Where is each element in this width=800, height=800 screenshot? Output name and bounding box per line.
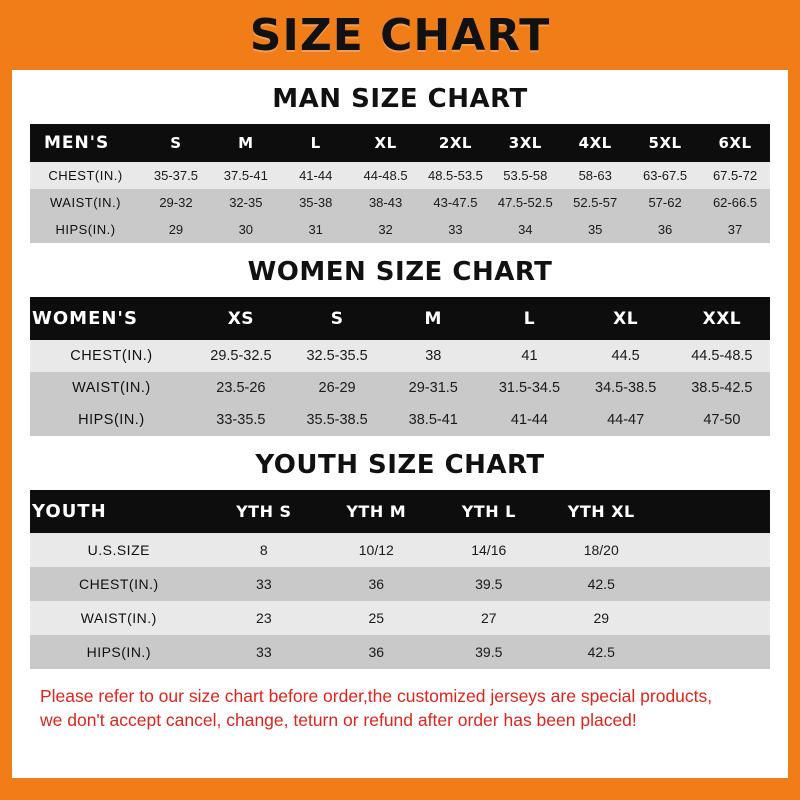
men-col-m: M — [211, 124, 281, 162]
order-notice — [40, 685, 760, 732]
women-row-header-label: WOMEN'S — [30, 297, 193, 340]
men-waist-xl: 38-43 — [351, 189, 421, 216]
men-hips-5xl: 36 — [630, 216, 700, 243]
women-hips-s: 35.5-38.5 — [289, 404, 385, 436]
youth-chest-l: 39.5 — [433, 567, 545, 601]
youth-col-s: YTH S — [208, 490, 320, 533]
youth-waist-m: 25 — [320, 601, 432, 635]
women-size-table — [30, 297, 770, 436]
youth-col-blank — [657, 490, 770, 533]
youth-chest-s: 33 — [208, 567, 320, 601]
men-chest-xl: 44-48.5 — [351, 162, 421, 189]
women-col-l: L — [481, 297, 577, 340]
women-hips-m: 38.5-41 — [385, 404, 481, 436]
men-chest-m: 37.5-41 — [211, 162, 281, 189]
men-col-4xl: 4XL — [560, 124, 630, 162]
youth-size-table — [30, 490, 770, 669]
men-waist-3xl: 47.5-52.5 — [490, 189, 560, 216]
section-title-women: WOMEN SIZE CHART — [247, 257, 553, 287]
men-waist-5xl: 57-62 — [630, 189, 700, 216]
men-hips-m: 30 — [211, 216, 281, 243]
women-chest-label: CHEST(IN.) — [30, 340, 193, 372]
men-row-header-label: MEN'S — [30, 124, 141, 162]
men-chest-6xl: 67.5-72 — [700, 162, 770, 189]
page-title: SIZE CHART — [249, 9, 551, 61]
youth-ussize-blank — [657, 533, 770, 567]
women-waist-xs: 23.5-26 — [193, 372, 289, 404]
men-waist-m: 32-35 — [211, 189, 281, 216]
table-row — [30, 340, 770, 372]
table-header-row — [30, 124, 770, 162]
women-waist-s: 26-29 — [289, 372, 385, 404]
men-hips-6xl: 37 — [700, 216, 770, 243]
men-chest-label: CHEST(IN.) — [30, 162, 141, 189]
men-hips-label: HIPS(IN.) — [30, 216, 141, 243]
section-title-man: MAN SIZE CHART — [272, 84, 528, 114]
youth-col-xl: YTH XL — [545, 490, 657, 533]
women-hips-label: HIPS(IN.) — [30, 404, 193, 436]
women-waist-xxl: 38.5-42.5 — [674, 372, 770, 404]
table-row — [30, 162, 770, 189]
men-col-s: S — [141, 124, 211, 162]
youth-hips-l: 39.5 — [433, 635, 545, 669]
youth-hips-xl: 42.5 — [545, 635, 657, 669]
table-row — [30, 189, 770, 216]
men-waist-4xl: 52.5-57 — [560, 189, 630, 216]
order-notice-line-2: we don't accept cancel, change, teturn or refund after order has been placed! — [40, 709, 637, 730]
youth-ussize-label: U.S.SIZE — [30, 533, 208, 567]
youth-col-l: YTH L — [433, 490, 545, 533]
women-col-xl: XL — [578, 297, 674, 340]
men-waist-2xl: 43-47.5 — [421, 189, 491, 216]
youth-ussize-m: 10/12 — [320, 533, 432, 567]
men-chest-4xl: 58-63 — [560, 162, 630, 189]
youth-chest-xl: 42.5 — [545, 567, 657, 601]
youth-hips-blank — [657, 635, 770, 669]
youth-waist-label: WAIST(IN.) — [30, 601, 208, 635]
men-col-5xl: 5XL — [630, 124, 700, 162]
youth-waist-s: 23 — [208, 601, 320, 635]
women-chest-m: 38 — [385, 340, 481, 372]
men-hips-xl: 32 — [351, 216, 421, 243]
men-col-l: L — [281, 124, 351, 162]
table-row — [30, 216, 770, 243]
men-chest-3xl: 53.5-58 — [490, 162, 560, 189]
youth-ussize-l: 14/16 — [433, 533, 545, 567]
women-hips-xs: 33-35.5 — [193, 404, 289, 436]
women-chest-xxl: 44.5-48.5 — [674, 340, 770, 372]
youth-waist-l: 27 — [433, 601, 545, 635]
men-hips-4xl: 35 — [560, 216, 630, 243]
youth-chest-blank — [657, 567, 770, 601]
youth-hips-m: 36 — [320, 635, 432, 669]
men-size-table — [30, 124, 770, 243]
men-chest-2xl: 48.5-53.5 — [421, 162, 491, 189]
men-hips-2xl: 33 — [421, 216, 491, 243]
youth-chest-m: 36 — [320, 567, 432, 601]
table-row — [30, 601, 770, 635]
men-col-2xl: 2XL — [421, 124, 491, 162]
men-chest-l: 41-44 — [281, 162, 351, 189]
women-col-xs: XS — [193, 297, 289, 340]
women-chest-l: 41 — [481, 340, 577, 372]
women-chest-xs: 29.5-32.5 — [193, 340, 289, 372]
men-waist-6xl: 62-66.5 — [700, 189, 770, 216]
men-chest-s: 35-37.5 — [141, 162, 211, 189]
table-row — [30, 372, 770, 404]
men-col-3xl: 3XL — [490, 124, 560, 162]
men-chest-5xl: 63-67.5 — [630, 162, 700, 189]
women-col-xxl: XXL — [674, 297, 770, 340]
table-row — [30, 635, 770, 669]
section-title-youth: YOUTH SIZE CHART — [255, 450, 545, 480]
women-waist-label: WAIST(IN.) — [30, 372, 193, 404]
men-waist-l: 35-38 — [281, 189, 351, 216]
youth-hips-label: HIPS(IN.) — [30, 635, 208, 669]
table-row — [30, 404, 770, 436]
youth-ussize-s: 8 — [208, 533, 320, 567]
men-waist-s: 29-32 — [141, 189, 211, 216]
youth-ussize-xl: 18/20 — [545, 533, 657, 567]
table-row — [30, 567, 770, 601]
youth-waist-xl: 29 — [545, 601, 657, 635]
table-header-row — [30, 490, 770, 533]
footer-band — [0, 778, 800, 800]
table-row — [30, 533, 770, 567]
men-col-6xl: 6XL — [700, 124, 770, 162]
men-col-xl: XL — [351, 124, 421, 162]
order-notice-line-1: Please refer to our size chart before order,the customized jerseys are special products, — [40, 686, 713, 706]
men-hips-3xl: 34 — [490, 216, 560, 243]
women-col-s: S — [289, 297, 385, 340]
women-hips-xl: 44-47 — [578, 404, 674, 436]
women-col-m: M — [385, 297, 481, 340]
youth-waist-blank — [657, 601, 770, 635]
men-hips-s: 29 — [141, 216, 211, 243]
women-chest-xl: 44.5 — [578, 340, 674, 372]
women-waist-m: 29-31.5 — [385, 372, 481, 404]
header-band — [0, 0, 800, 70]
table-header-row — [30, 297, 770, 340]
women-hips-xxl: 47-50 — [674, 404, 770, 436]
women-hips-l: 41-44 — [481, 404, 577, 436]
women-waist-xl: 34.5-38.5 — [578, 372, 674, 404]
men-waist-label: WAIST(IN.) — [30, 189, 141, 216]
youth-hips-s: 33 — [208, 635, 320, 669]
women-waist-l: 31.5-34.5 — [481, 372, 577, 404]
youth-chest-label: CHEST(IN.) — [30, 567, 208, 601]
men-hips-l: 31 — [281, 216, 351, 243]
youth-row-header-label: YOUTH — [30, 490, 208, 533]
content-area — [12, 84, 788, 732]
women-chest-s: 32.5-35.5 — [289, 340, 385, 372]
youth-col-m: YTH M — [320, 490, 432, 533]
